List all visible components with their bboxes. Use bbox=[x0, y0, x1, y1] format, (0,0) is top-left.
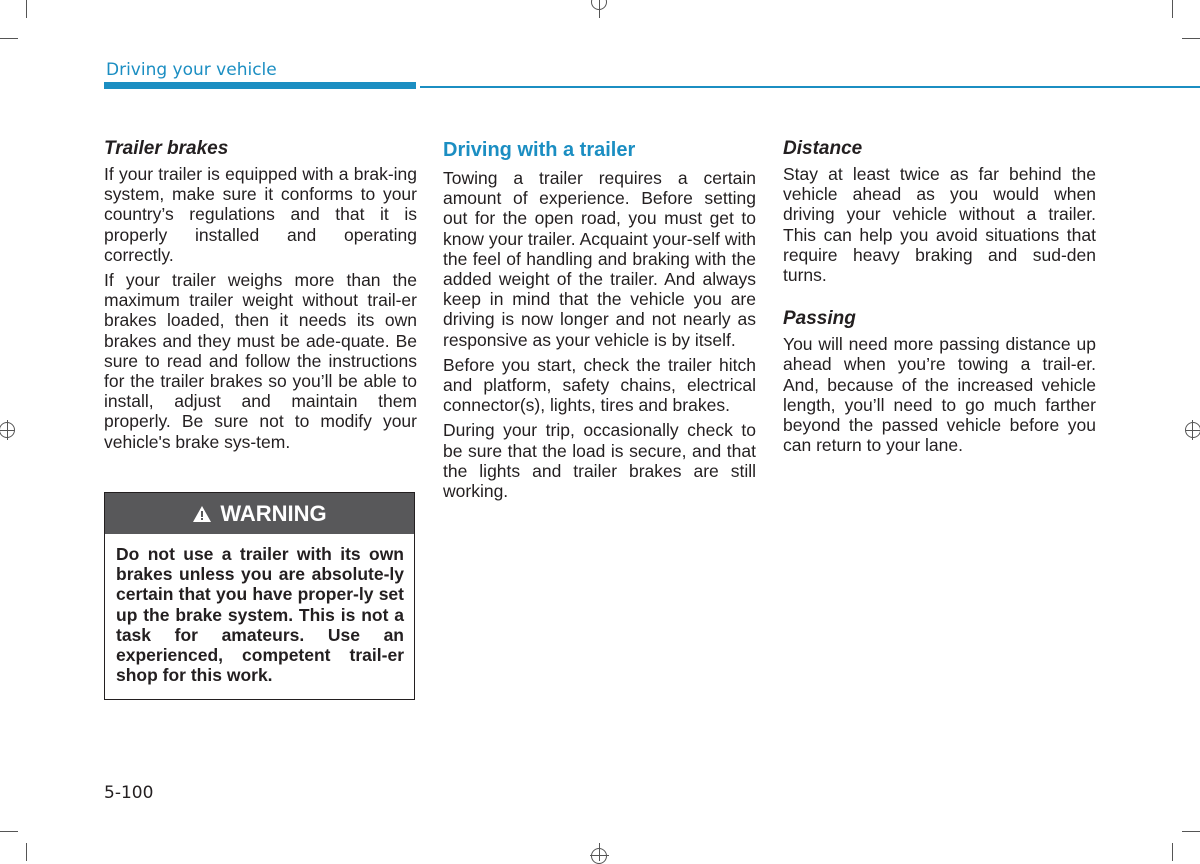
registration-mark-circle bbox=[591, 848, 607, 864]
warning-text: Do not use a trailer with its own brakes unless you are absolute-ly certain that you have proper-ly set up the brake system. This is not a task for amateurs. Use an experienced, competent trail-er shop for this work. bbox=[116, 544, 404, 686]
header-rule-thin bbox=[420, 86, 1200, 88]
trailer-brakes-paragraph-1: If your trailer is equipped with a brak-ing system, make sure it conforms to your country’s regulations and that it is properly installed and operating correctly. bbox=[104, 164, 417, 265]
column-trailer-brakes bbox=[104, 138, 417, 457]
crop-mark bbox=[0, 38, 18, 39]
distance-heading: Distance bbox=[783, 138, 863, 159]
crop-mark bbox=[1182, 831, 1200, 832]
crop-mark bbox=[1172, 843, 1173, 861]
driving-with-trailer-heading: Driving with a trailer bbox=[443, 139, 636, 161]
warning-box bbox=[104, 492, 415, 700]
section-title: Driving your vehicle bbox=[106, 60, 277, 80]
registration-mark-circle bbox=[0, 422, 15, 438]
column-driving-with-trailer bbox=[443, 138, 756, 506]
trailer-brakes-paragraph-2: If your trailer weighs more than the maximum trailer weight without trail-er brakes loaded, then it needs its own brakes and they must be ade-quate. Be sure to read and follow the instructions for the trailer brakes so you’ll be able to install, adjust and maintain them properly. Be sure not to modify your vehicle's brake sys-tem. bbox=[104, 270, 417, 452]
warning-triangle-icon bbox=[192, 505, 212, 523]
column-distance-passing bbox=[783, 138, 1096, 460]
passing-paragraph: You will need more passing distance up ahead when you’re towing a trail-er. And, because of the increased vehicle length, you’ll need to go much farther beyond the passed vehicle before you can return to your lane. bbox=[783, 334, 1096, 456]
warning-title: WARNING bbox=[220, 500, 327, 526]
header-rule-thick bbox=[104, 82, 416, 89]
crop-mark bbox=[26, 843, 27, 861]
crop-mark bbox=[1182, 38, 1200, 39]
registration-mark-circle bbox=[591, 0, 607, 10]
driving-with-trailer-paragraph-2: Before you start, check the trailer hitch and platform, safety chains, electrical connector(s), lights, tires and brakes. bbox=[443, 354, 756, 416]
crop-mark bbox=[26, 0, 27, 18]
driving-with-trailer-paragraph-3: During your trip, occasionally check to be sure that the load is secure, and that the lights and trailer brakes are still working. bbox=[443, 420, 756, 502]
crop-mark bbox=[1172, 0, 1173, 18]
distance-paragraph: Stay at least twice as far behind the vehicle ahead as you would when driving your vehicle without a trailer. This can help you avoid situations that require heavy braking and sud-den turns. bbox=[783, 164, 1096, 286]
page-number: 5-100 bbox=[104, 783, 154, 803]
section-gap bbox=[783, 290, 1096, 308]
driving-with-trailer-paragraph-1: Towing a trailer requires a certain amount of experience. Before setting out for the open road, you must get to know your trailer. Acquaint your-self with the feel of handling and braking with the added weight of the trailer. And always keep in mind that the vehicle you are driving is now longer and not nearly as responsive as your vehicle is by itself. bbox=[443, 168, 756, 350]
warning-header bbox=[105, 493, 414, 534]
trailer-brakes-heading: Trailer brakes bbox=[104, 138, 229, 159]
passing-heading: Passing bbox=[783, 308, 856, 330]
crop-mark bbox=[0, 831, 18, 832]
registration-mark-circle bbox=[1185, 422, 1200, 438]
